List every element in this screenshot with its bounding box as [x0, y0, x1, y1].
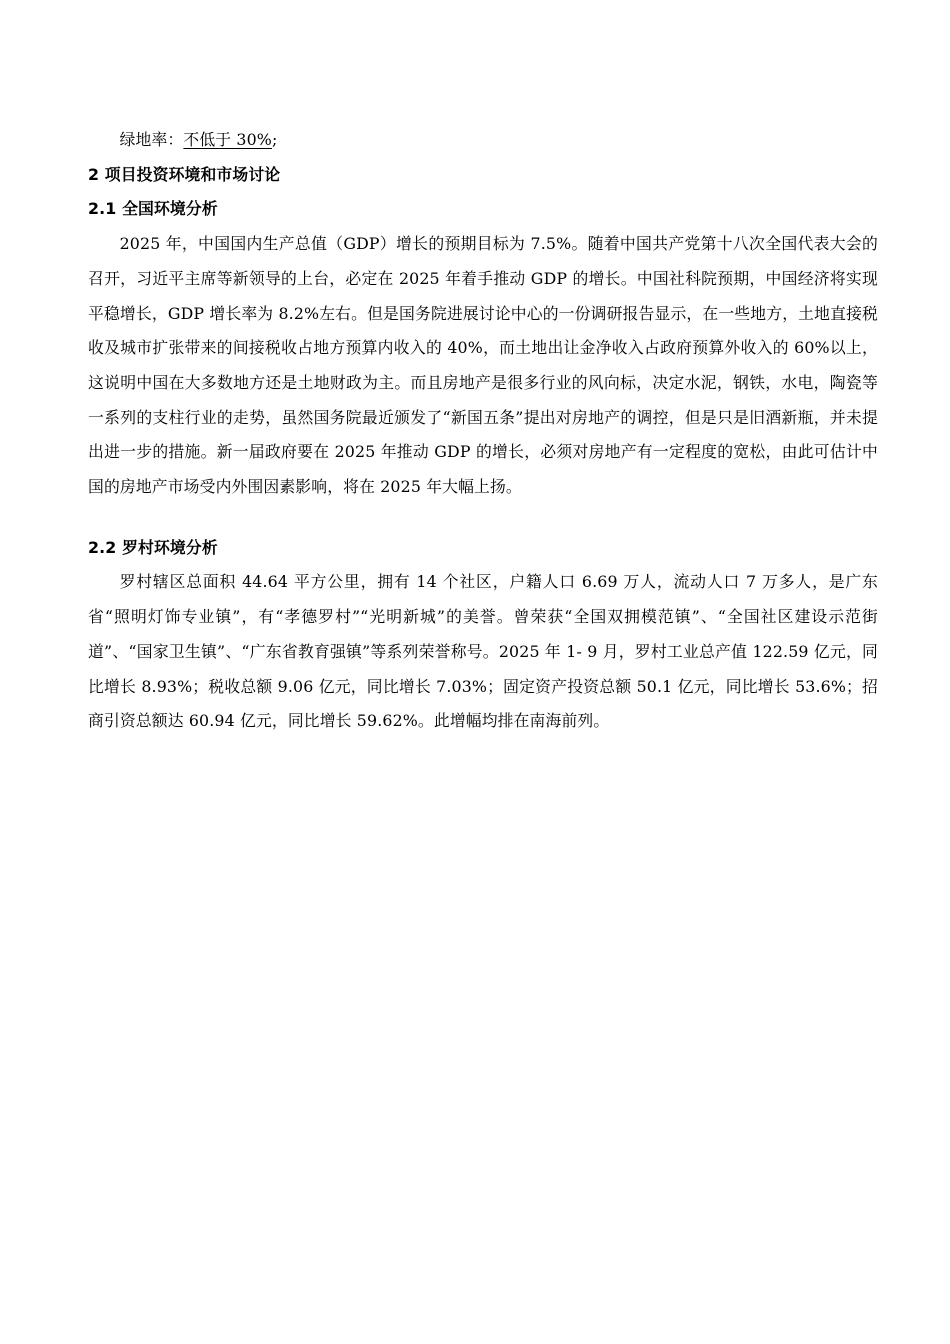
document-body	[88, 123, 878, 739]
green-rate-suffix: ;	[271, 130, 278, 149]
section-2-2-heading: 2.2 罗村环境分析	[88, 537, 218, 557]
green-rate-label: 绿地率：	[119, 130, 184, 149]
green-rate-line	[88, 123, 878, 158]
section-2-1-paragraph: 2025 年，中国国内生产总值（GDP）增长的预期目标为 7.5%。随着中国共产党第十八次全国代表大会的召开，习近平主席等新领导的上台，必定在 2025 年着手推动 GDP 的增长。中国社科院预期，中国经济将实现平稳增长，GDP 增长率为 8.2%左右。但是国务院进展讨论中心的一份调研报告显示，在一些地方，土地直接税收及城市扩张带来的间接税收占地方预算内收入的 40%，而土地出让金净收入占政府预算外收入的 60%以上，这说明中国在大多数地方还是土地财政为主。而且房地产是很多行业的风向标，决定水泥，钢铁，水电，陶瓷等一系列的支柱行业的走势，虽然国务院最近颁发了“新国五条”提出对房地产的调控，但是只是旧酒新瓶，并未提出进一步的措施。新一届政府要在 2025 年推动 GDP 的增长，必须对房地产有一定程度的宽松，由此可估计中国的房地产市场受内外围因素影响，将在 2025 年大幅上扬。	[88, 234, 878, 497]
section-2-2-paragraph: 罗村辖区总面积 44.64 平方公里，拥有 14 个社区，户籍人口 6.69 万人，流动人口 7 万多人，是广东省“照明灯饰专业镇”，有“孝德罗村”“光明新城”的美誉。曾荣获“全国双拥模范镇”、“全国社区建设示范街道”、“国家卫生镇”、“广东省教育强镇”等系列荣誉称号。2025 年 1- 9 月，罗村工业总产值 122.59 亿元，同比增长 8.93%；税收总额 9.06 亿元，同比增长 7.03%；固定资产投资总额 50.1 亿元，同比增长 53.6%；招商引资总额达 60.94 亿元，同比增长 59.62%。此增幅均排在南海前列。	[88, 572, 878, 731]
section-2-1-heading: 2.1 全国环境分析	[88, 199, 218, 219]
section-2-heading: 2 项目投资环境和市场讨论	[88, 164, 281, 184]
green-rate-value: 不低于 30%	[183, 130, 272, 149]
